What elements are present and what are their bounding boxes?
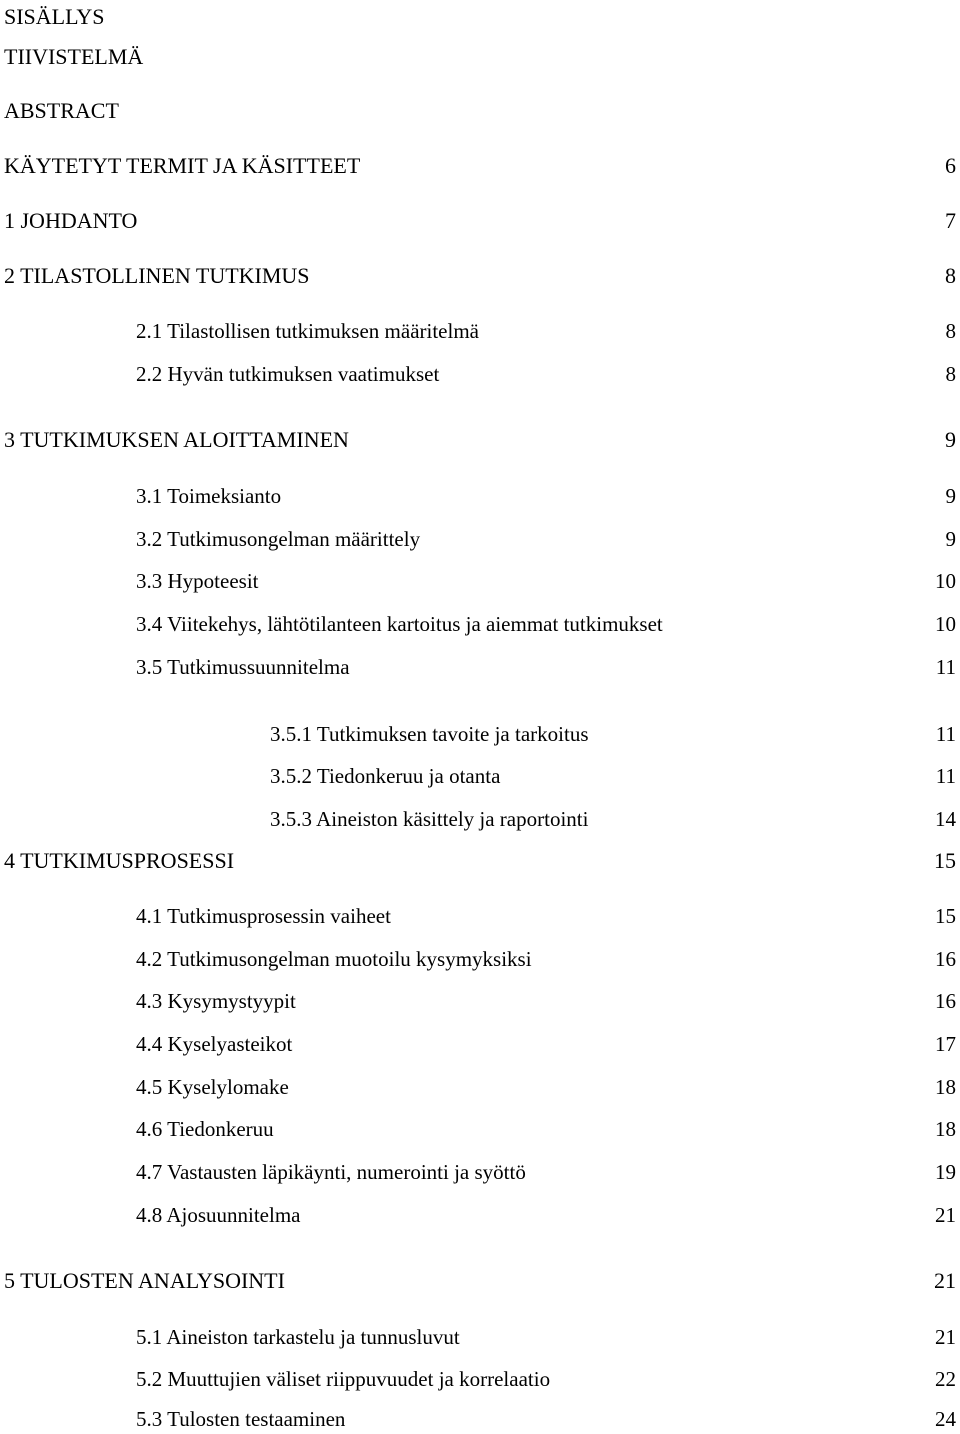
toc-label: 4.5 Kyselylomake — [136, 1075, 289, 1099]
toc-page-number: 16 — [935, 947, 956, 971]
toc-page-number: 10 — [935, 569, 956, 593]
toc-label: 3 TUTKIMUKSEN ALOITTAMINEN — [4, 427, 349, 452]
toc-subsection — [0, 804, 960, 834]
toc-section — [0, 359, 960, 389]
toc-chapter — [0, 206, 960, 236]
toc-label: 3.4 Viitekehys, lähtötilanteen kartoitus ja aiemmat tutkimukset — [136, 612, 663, 636]
toc-chapter — [0, 846, 960, 876]
toc-section — [0, 986, 960, 1016]
toc-page-number: 19 — [935, 1160, 956, 1184]
toc-page-number: 18 — [935, 1117, 956, 1141]
toc-section — [0, 316, 960, 346]
toc-section — [0, 1322, 960, 1352]
toc-page-number: 11 — [935, 764, 956, 788]
toc-heading — [0, 2, 960, 32]
toc-page-number: 14 — [935, 807, 956, 831]
toc-label: 3.5.1 Tutkimuksen tavoite ja tarkoitus — [270, 722, 589, 746]
toc-page-number: 9 — [945, 484, 956, 508]
toc-label: 3.2 Tutkimusongelman määrittely — [136, 527, 421, 551]
toc-section — [0, 524, 960, 554]
toc-page-number: 8 — [945, 362, 956, 386]
toc-entry — [0, 151, 960, 181]
toc-page-number: 24 — [935, 1407, 956, 1431]
toc-label: 5.1 Aineiston tarkastelu ja tunnusluvut — [136, 1325, 460, 1349]
toc-label: 4.7 Vastausten läpikäynti, numerointi ja syöttö — [136, 1160, 526, 1184]
toc-chapter — [0, 425, 960, 455]
toc-label: TIIVISTELMÄ — [4, 44, 144, 69]
toc-page-number: 7 — [945, 208, 956, 233]
toc-section — [0, 944, 960, 974]
toc-label: 3.5.2 Tiedonkeruu ja otanta — [270, 764, 501, 788]
toc-page-number: 22 — [935, 1367, 956, 1391]
toc-section — [0, 566, 960, 596]
toc-page-number: 9 — [945, 527, 956, 551]
toc-page-number: 18 — [935, 1075, 956, 1099]
toc-label: 3.5.3 Aineiston käsittely ja raportointi — [270, 807, 589, 831]
toc-label: 1 JOHDANTO — [4, 208, 138, 233]
toc-page-number: 16 — [935, 989, 956, 1013]
toc-section — [0, 1200, 960, 1230]
toc-page-number: 10 — [935, 612, 956, 636]
toc-label: ABSTRACT — [4, 98, 119, 123]
toc-subsection — [0, 761, 960, 791]
toc-section — [0, 1404, 960, 1434]
toc-page-number: 6 — [945, 153, 956, 178]
toc-label: 4.1 Tutkimusprosessin vaiheet — [136, 904, 391, 928]
toc-section — [0, 1157, 960, 1187]
toc-label: 4.2 Tutkimusongelman muotoilu kysymyksiksi — [136, 947, 532, 971]
toc-label: 5 TULOSTEN ANALYSOINTI — [4, 1268, 285, 1293]
toc-page-number: 11 — [935, 655, 956, 679]
toc-label: 5.3 Tulosten testaaminen — [136, 1407, 346, 1431]
toc-subsection — [0, 719, 960, 749]
toc-page-number: 17 — [935, 1032, 956, 1056]
toc-section — [0, 1072, 960, 1102]
toc-label: 3.1 Toimeksianto — [136, 484, 282, 508]
toc-chapter — [0, 1266, 960, 1296]
toc-entry — [0, 96, 960, 126]
toc-label: 4.6 Tiedonkeruu — [136, 1117, 274, 1141]
toc-section — [0, 1114, 960, 1144]
toc-label: 5.2 Muuttujien väliset riippuvuudet ja korrelaatio — [136, 1367, 551, 1391]
toc-label: 4.3 Kysymystyypit — [136, 989, 296, 1013]
toc-label: 2.1 Tilastollisen tutkimuksen määritelmä — [136, 319, 479, 343]
toc-label: 2 TILASTOLLINEN TUTKIMUS — [4, 263, 310, 288]
toc-label: 4 TUTKIMUSPROSESSI — [4, 848, 235, 873]
toc-section — [0, 609, 960, 639]
toc-section — [0, 901, 960, 931]
toc-page-number: 8 — [945, 319, 956, 343]
toc-label: 4.4 Kyselyasteikot — [136, 1032, 293, 1056]
toc-page-number: 8 — [945, 263, 956, 288]
toc-page-number: 9 — [945, 427, 956, 452]
toc-section — [0, 652, 960, 682]
toc-label: 2.2 Hyvän tutkimuksen vaatimukset — [136, 362, 440, 386]
toc-page-number: 15 — [934, 848, 956, 873]
toc-label: 4.8 Ajosuunnitelma — [136, 1203, 301, 1227]
toc-label: 3.5 Tutkimussuunnitelma — [136, 655, 350, 679]
toc-chapter — [0, 261, 960, 291]
toc-label: SISÄLLYS — [4, 4, 105, 29]
toc-page-number: 21 — [934, 1268, 956, 1293]
toc-section — [0, 1364, 960, 1394]
toc-entry — [0, 42, 960, 72]
toc-label: KÄYTETYT TERMIT JA KÄSITTEET — [4, 153, 361, 178]
toc-section — [0, 481, 960, 511]
toc-page-number: 15 — [935, 904, 956, 928]
toc-page-number: 21 — [935, 1325, 956, 1349]
toc-label: 3.3 Hypoteesit — [136, 569, 259, 593]
toc-section — [0, 1029, 960, 1059]
toc-page-number: 11 — [935, 722, 956, 746]
toc-page-number: 21 — [935, 1203, 956, 1227]
